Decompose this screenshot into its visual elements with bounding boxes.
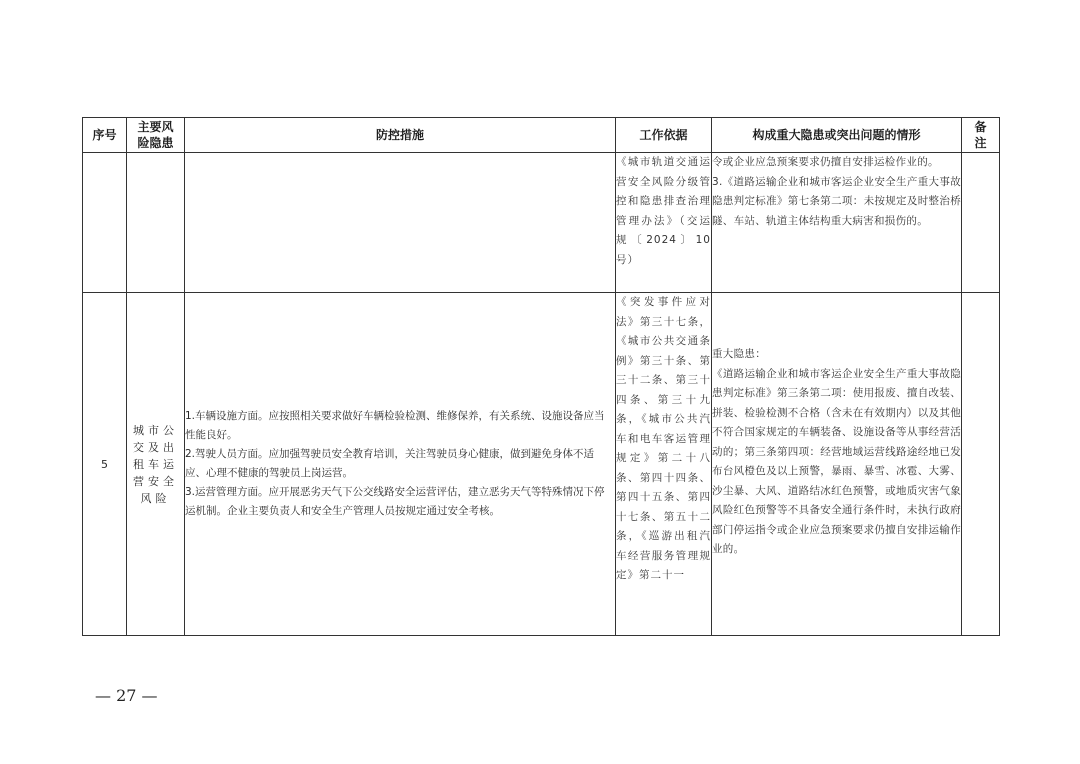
row2-seq-cell: 5 [83,293,127,636]
table-row [83,153,1000,293]
row1-situation-line: 令或企业应急预案要求仍擅自安排运检作业的。 [712,156,939,168]
row2-situation-line: 《道路运输企业和城市客运企业安全生产重大事故隐患判定标准》第三条第二项：使用报废、擅自改装、拼装、检验检测不合格（含未在有效期内）以及其他不符合国家规定的车辆装备、设施设备等从事经营活动的；第三条第四项：经营地域运营线路途经地已发布台风橙色及以上预警，暴雨、暴雪、冰雹、大雾、沙尘暴、大风、道路结冰红色预警，或地质灾害气象风险红色预警等不具备安全通行条件时，未执行政府部门停运指令或企业应急预案要求仍擅自安排运输作业的。 [712,367,961,555]
row1-measures-cell [185,153,616,293]
header-remark-text: 备注 [974,120,987,150]
row2-remark-cell [962,293,1000,636]
header-situation: 构成重大隐患或突出问题的情形 [712,118,962,153]
measure-item: 1.车辆设施方面。应按照相关要求做好车辆检验检测、维修保养，有关系统、设施设备应当性能良好。 [185,410,605,441]
header-risk-text: 主要风险隐患 [137,120,174,150]
row2-measures-cell [185,293,616,636]
row1-risk-cell [127,153,185,293]
row2-risk-cell: 城市公交及出租车运营安全风险 [127,293,185,636]
table-header-row [83,118,1000,153]
row2-situation-cell [712,293,962,636]
row2-situation-line: 重大隐患： [712,348,766,360]
risk-control-table [82,117,1000,636]
row1-seq-cell [83,153,127,293]
row1-situation-cell [712,153,962,293]
header-risk [127,118,185,153]
measure-item: 2.驾驶人员方面。应加强驾驶员安全教育培训，关注驾驶员身心健康，做到避免身体不适应、心理不健康的驾驶员上岗运营。 [185,448,595,479]
table-row [83,293,1000,636]
header-basis: 工作依据 [616,118,712,153]
page-number: — 27 — [95,686,158,705]
header-seq: 序号 [83,118,127,153]
row2-basis-cell: 《突发事件应对法》第三十七条，《城市公共交通条例》第三十条、第三十二条、第三十四条、第三十九条，《城市公共汽车和电车客运管理规定》第二十八条、第四十四条、第四十五条、第四十七条、第五十二条，《巡游出租汽车经营服务管理规定》第二十一 [616,293,712,636]
header-measures: 防控措施 [185,118,616,153]
row1-remark-cell [962,153,1000,293]
measure-item: 3.运营管理方面。应开展恶劣天气下公交线路安全运营评估，建立恶劣天气等特殊情况下停运机制。企业主要负责人和安全生产管理人员按规定通过安全考核。 [185,486,605,517]
header-remark [962,118,1000,153]
row1-basis-cell: 《城市轨道交通运营安全风险分级管控和隐患排查治理管理办法》（交运规〔2024〕10号） [616,153,712,293]
row1-situation-line: 3.《道路运输企业和城市客运企业安全生产重大事故隐患判定标准》第七条第二项：未按规定及时整治桥隧、车站、轨道主体结构重大病害和损伤的。 [712,175,961,227]
